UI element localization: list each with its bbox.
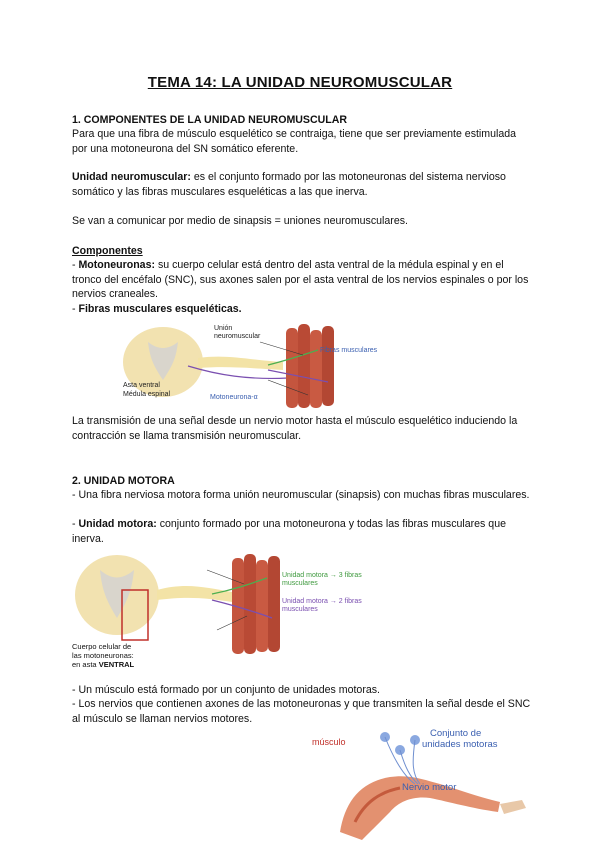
- motoneuronas-term: Motoneuronas:: [78, 259, 155, 271]
- definition-term: Unidad neuromuscular:: [72, 171, 191, 183]
- muscle-fibers: [232, 554, 280, 654]
- musculo-text: - Un músculo está formado por un conjunto de unidades motoras.: [72, 684, 380, 696]
- nerve-root: [157, 586, 232, 602]
- label-nervio-motor: Nervio motor: [402, 782, 457, 793]
- definition-text: es el conjunto formado por las motoneuronas del sistema nervioso somático y las fibras musculares esqueléticas a las que inerva.: [72, 171, 506, 198]
- section-2-heading: 2. UNIDAD MOTORA: [72, 475, 175, 487]
- list-dash: -: [72, 259, 79, 271]
- figure-neuromuscular-unit: [118, 320, 418, 410]
- nerve-root: [198, 357, 283, 370]
- page-title: TEMA 14: LA UNIDAD NEUROMUSCULAR: [147, 74, 453, 91]
- label-conjunto-line2: unidades motoras: [422, 739, 498, 750]
- caption-ventral: VENTRAL: [98, 660, 135, 669]
- section-1-heading: 1. COMPONENTES DE LA UNIDAD NEUROMUSCULAR: [72, 114, 348, 126]
- definition-unidad-neuromuscular: [72, 170, 532, 199]
- figure-motor-unit: [72, 550, 372, 675]
- label-fibras-musculares: Fibras musculares: [320, 347, 378, 354]
- caption-line-3: [72, 660, 134, 669]
- fibras-term: Fibras musculares esqueléticas.: [78, 303, 242, 315]
- caption-prefix: en asta: [72, 660, 99, 669]
- unidad-motora-text: conjunto formado por una motoneurona y todas las fibras musculares que inerva.: [72, 518, 506, 545]
- label-um2-line2: musculares: [282, 606, 318, 613]
- label-conjunto-line1: Conjunto de: [430, 728, 482, 739]
- label-um3-line2: musculares: [282, 580, 318, 587]
- caption-line-1: Cuerpo celular de: [72, 642, 132, 651]
- figure-arm-motor-units: [300, 722, 530, 842]
- transmission-text: La transmisión de una señal desde un nervio motor hasta el músculo esquelético induciendo la contracción se llama transmisión neuromuscular.: [72, 415, 518, 442]
- label-um2-line1: Unidad motora → 2 fibras: [282, 598, 362, 605]
- unidad-motora-term: Unidad motora:: [78, 518, 157, 530]
- motoneuronas-item: [72, 258, 532, 302]
- communication-text: Se van a comunicar por medio de sinapsis = uniones neuromusculares.: [72, 215, 408, 227]
- label-um3-line1: Unidad motora → 3 fibras: [282, 572, 362, 579]
- label-union-neuromuscular: Unión neuromuscular: [214, 325, 261, 340]
- hand: [500, 800, 526, 814]
- section-1-intro: Para que una fibra de músculo esquelético se contraiga, tiene que ser previamente estimulada por una motoneurona del SN somático eferente.: [72, 128, 517, 155]
- fibras-item: [72, 302, 532, 317]
- unidad-motora-item: [72, 517, 532, 546]
- muscle-fibers: [286, 324, 334, 408]
- motoneuronas-text: su cuerpo celular está dentro del asta ventral de la médula espinal y en el tronco del encéfalo (SNC), sus axones salen por el asta ventral de los nervios espinales o por los nervios craneales.: [72, 259, 529, 301]
- label-motoneurona-alpha: Motoneurona-α: [210, 394, 258, 401]
- fibra-nerviosa-text: - Una fibra nerviosa motora forma unión neuromuscular (sinapsis) con muchas fibras musculares.: [72, 489, 530, 501]
- nervios-motores-text: - Los nervios que contienen axones de las motoneuronas y que transmiten la señal desde el SNC al músculo se llaman nervios motores.: [72, 698, 531, 725]
- caption-line-2: las motoneuronas:: [72, 651, 134, 660]
- list-dash: -: [72, 303, 79, 315]
- list-dash: -: [72, 518, 79, 530]
- componentes-heading: Componentes: [72, 245, 143, 257]
- label-medula-espinal: Médula espinal: [123, 391, 171, 398]
- label-musculo: músculo: [312, 737, 346, 747]
- label-asta-ventral: Asta ventral: [123, 382, 160, 389]
